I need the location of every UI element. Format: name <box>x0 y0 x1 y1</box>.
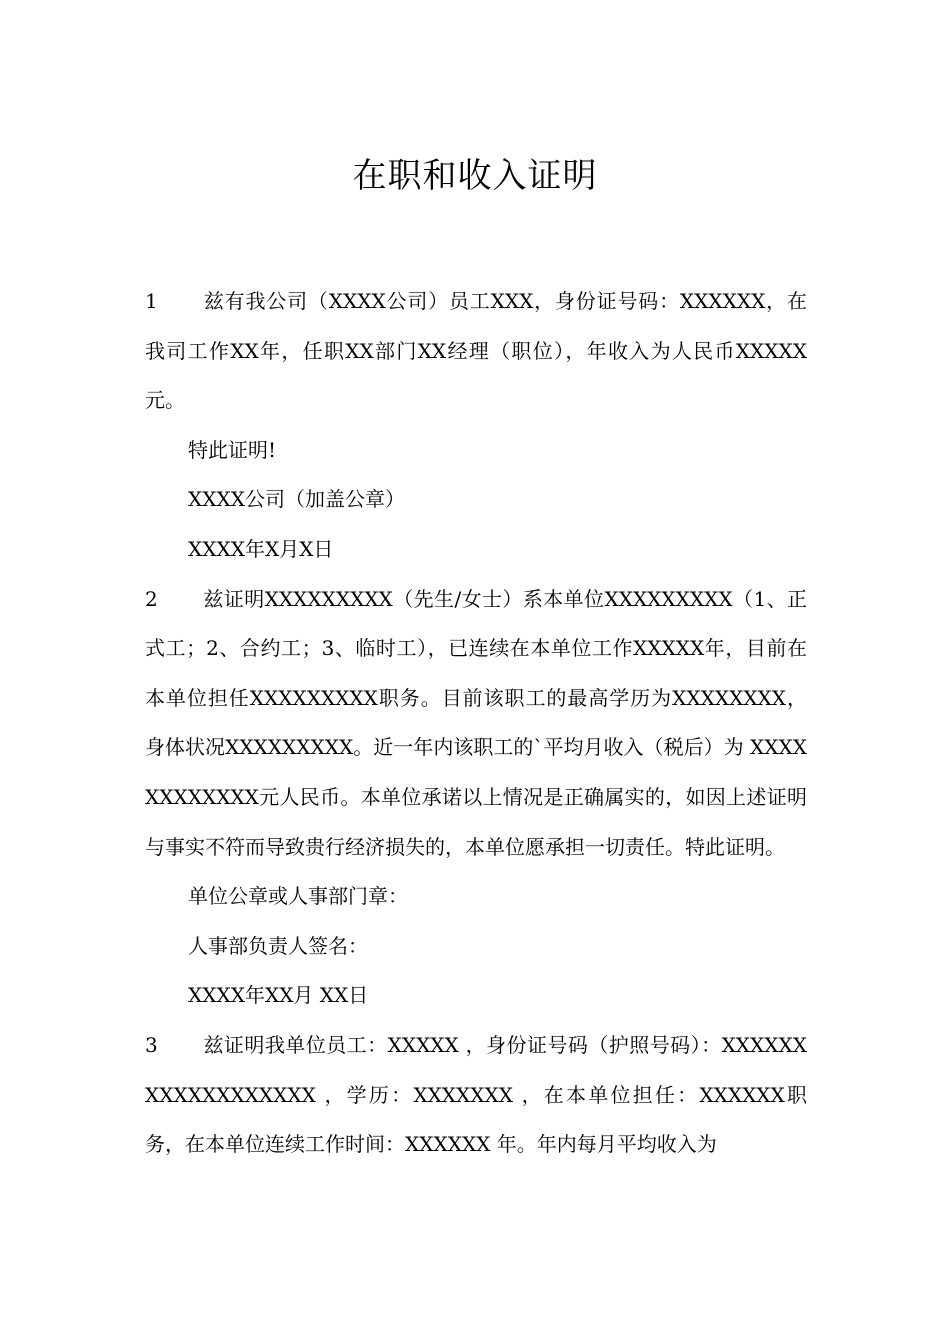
document-title: 在职和收入证明 <box>352 155 598 196</box>
section-1-text: 兹有我公司（XXXX公司）员工XXX，身份证号码：XXXXXX，在我司工作XX年，任职XX部门XX经理（职位），年收入为人民币XXXXX元。 <box>145 289 807 413</box>
section-1-number: 1 <box>145 289 158 313</box>
document-body <box>145 277 807 1170</box>
section-2-text: 兹证明XXXXXXXXX（先生/女士）系本单位XXXXXXXXX（1、正式工；2、合约工；3、临时工），已连续在本单位工作XXXXX年，目前在本单位担任XXXXXXXXX职务。目前该职工的最高学历为XXXXXXXX，身体状况XXXXXXXXX。近一年内该职工的`平均月收入（税后）为 XXXXXXXXXXXX元人民币。本单位承诺以上情况是正确属实的，如因上述证明与事实不符而导致贵行经济损失的，本单位愿承担一切责任。特此证明。 <box>145 586 807 859</box>
section-1-company: XXXX公司（加盖公章） <box>188 487 405 512</box>
section-2-number: 2 <box>145 586 158 611</box>
section-2-date: XXXX年XX月 XX日 <box>188 983 369 1008</box>
section-2-seal: 单位公章或人事部门章： <box>188 884 408 909</box>
section-3-number: 3 <box>145 1032 158 1057</box>
section-3-text: 兹证明我单位员工：XXXXX ，身份证号码（护照号码）：XXXXXXXXXXXXXXXXXX ，学历：XXXXXXX ，在本单位担任：XXXXXX职务，在本单位连续工作时间：XXXXXX 年。年内每月平均收入为 <box>145 1032 807 1157</box>
section-2-paragraph <box>145 575 807 873</box>
section-2-signature: 人事部负责人签名： <box>188 933 368 958</box>
section-3-paragraph <box>145 1021 807 1170</box>
section-1-closing: 特此证明! <box>188 437 277 462</box>
section-1-date: XXXX年X月X日 <box>188 536 334 561</box>
section-1-paragraph <box>145 277 807 426</box>
